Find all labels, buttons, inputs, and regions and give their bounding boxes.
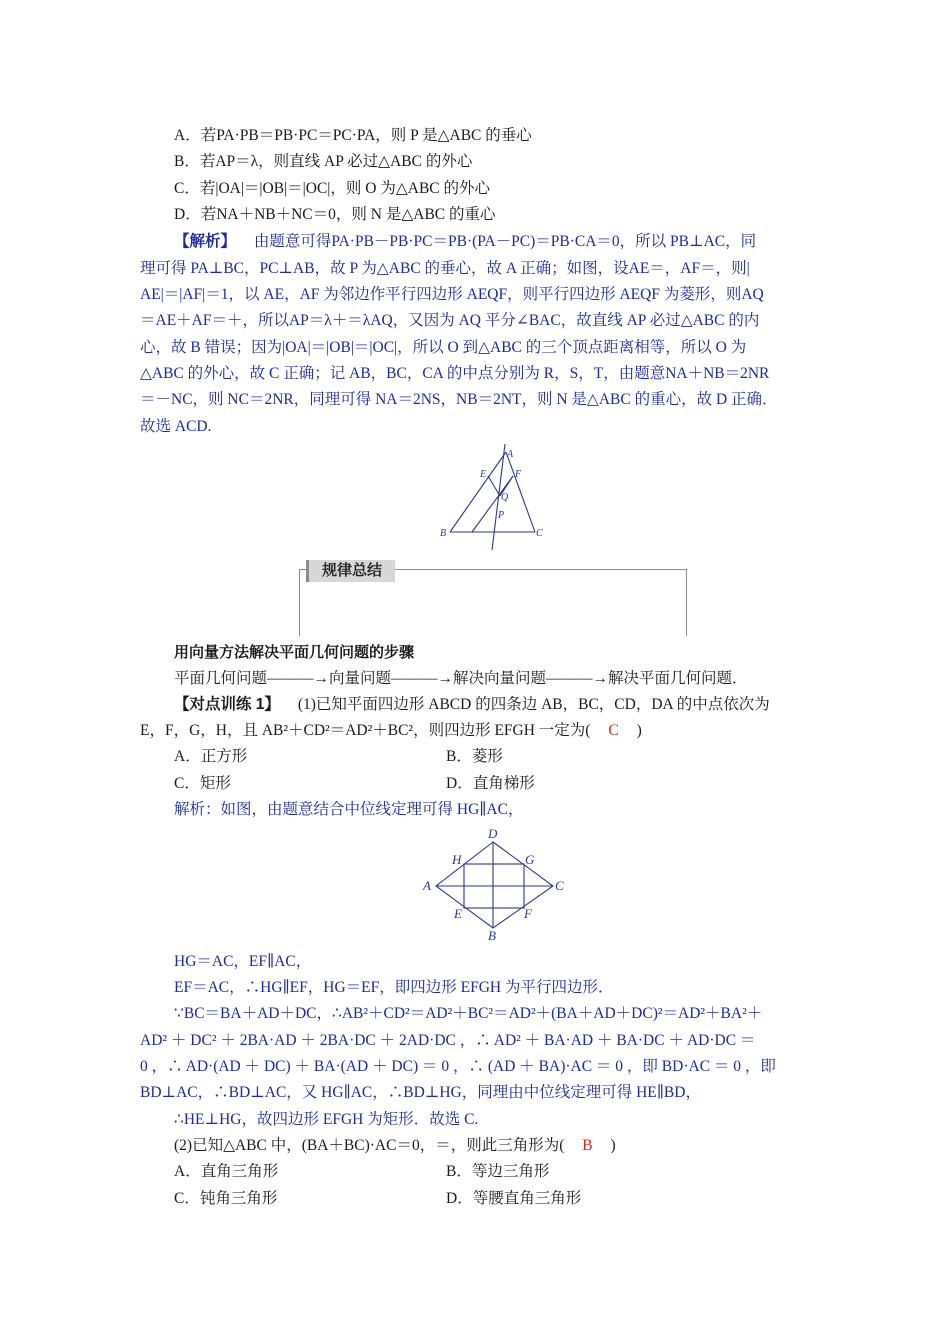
analysis-line-7: ＝－NC，则 NC＝2NR，同理可得 NA＝2NS，NB＝2NT，则 N 是△ABC 的重心，故 D 正确． xyxy=(140,391,778,408)
practice2-close: ) xyxy=(610,1137,616,1154)
label-a: A xyxy=(507,449,514,460)
label-e2: E xyxy=(454,906,462,921)
practice2-option-d: D．等腰直角三角形 xyxy=(446,1190,582,1207)
quadrilateral-figure xyxy=(418,826,578,944)
practice2-option-b: B．等边三角形 xyxy=(446,1163,550,1180)
analysis-line-6: △ABC 的外心，故 C 正确；记 AB，BC，CA 的中点分别为 R，S，T，由题意NA＋NB＝2NR xyxy=(140,365,770,382)
label-q: Q xyxy=(501,492,509,503)
label-d: D xyxy=(488,826,498,841)
option-b: B．若AP＝λ，则直线 AP 必过△ABC 的外心 xyxy=(174,153,473,170)
practice1-text: (1)已知平面四边形 ABCD 的四条边 AB，BC，CD，DA 的中点依次为 xyxy=(297,696,770,713)
practice2-question: (2)已知△ABC 中，(BA＋BC)·AC＝0，＝，则此三角形为( xyxy=(174,1137,565,1154)
label-g: G xyxy=(525,852,535,867)
analysis-line-2: 理可得 PA⊥BC，PC⊥AB，故 P 为△ABC 的垂心，故 A 正确；如图，设AE＝，AF＝，则| xyxy=(140,260,750,277)
solution1-line-6: BD⊥AC，∴BD⊥AC，又 HG∥AC，∴BD⊥HG，同理由中位线定理可得 HE∥BD， xyxy=(140,1084,701,1101)
solution1-line-7: ∴HE⊥HG，故四边形 EFGH 为矩形．故选 C. xyxy=(174,1111,479,1128)
summary-title: 用向量方法解决平面几何问题的步骤 xyxy=(174,644,415,661)
summary-steps: 平面几何问题———→向量问题———→解决向量问题———→解决平面几何问题． xyxy=(174,670,748,687)
practice1-tag: 【对点训练 1】 xyxy=(174,696,280,713)
label-p: P xyxy=(498,510,505,521)
label-c: C xyxy=(536,528,543,539)
analysis-line-4: ＝AE＋AF＝＋，所以AP＝λ＋＝λAQ，又因为 AQ 平分∠BAC，故直线 AP 必过△ABC 的内 xyxy=(140,312,760,329)
practice1-line-1 xyxy=(174,695,770,715)
practice1-option-b: B．菱形 xyxy=(446,748,503,765)
practice2-answer: B xyxy=(582,1137,593,1154)
practice1-option-d: D．直角梯形 xyxy=(446,775,535,792)
solution1-line-5: 0 ，∴ AD·(AD ＋ DC) ＋ BA·(AD ＋ DC) ＝ 0 ，∴ (AD ＋ BA)·AC ＝ 0 ，即 BD·AC ＝ 0 ，即 xyxy=(140,1058,776,1075)
label-b: B xyxy=(440,528,447,539)
solution1-line-3: ∵BC＝BA＋AD＋DC，∴AB²＋CD²＝AD²＋BC²＝AD²＋(BA＋AD＋DC)²＝AD²＋BA²＋ xyxy=(174,1005,763,1022)
triangle-figure xyxy=(430,440,560,555)
side-ac xyxy=(506,452,535,532)
analysis-line-3: AE|＝|AF|＝1，以 AE，AF 为邻边作平行四边形 AEQF，则平行四边形 AEQF 为菱形，则AQ xyxy=(140,286,764,303)
analysis-text: 由题意可得PA·PB－PB·PC＝PB·(PA－PC)＝PB·CA＝0，所以 PB⊥AC，同 xyxy=(253,233,757,250)
practice1-line-2 xyxy=(140,721,642,741)
summary-tag: 规律总结 xyxy=(306,560,395,582)
analysis-line-1 xyxy=(174,232,756,252)
label-f: F xyxy=(515,469,522,480)
practice1-option-a: A．正方形 xyxy=(174,748,248,765)
practice2-option-a: A．直角三角形 xyxy=(174,1163,279,1180)
option-c: C．若|OA|＝|OB|＝|OC|，则 O 为△ABC 的外心 xyxy=(174,180,491,197)
practice1-question: E，F，G，H，且 AB²＋CD²＝AD²＋BC²，则四边形 EFGH 一定为( xyxy=(140,722,591,739)
practice1-answer: C xyxy=(608,722,619,739)
label-b2: B xyxy=(488,928,496,943)
solution1-line-2: EF＝AC，∴HG∥EF，HG＝EF，即四边形 EFGH 为平行四边形． xyxy=(174,979,614,996)
practice2-option-c: C．钝角三角形 xyxy=(174,1190,278,1207)
option-a: A．若PA·PB＝PB·PC＝PC·PA，则 P 是△ABC 的垂心 xyxy=(174,127,532,144)
label-f2: F xyxy=(524,906,532,921)
option-d: D．若NA＋NB＋NC＝0，则 N 是△ABC 的重心 xyxy=(174,206,496,223)
solution1-line-4: AD² ＋ DC² ＋ 2BA·AD ＋ 2BA·DC ＋ 2AD·DC ，∴ AD² ＋ BA·AD ＋ BA·DC ＋ AD·DC ＝ xyxy=(140,1032,756,1049)
solution1-line-1: HG＝AC，EF∥AC， xyxy=(174,953,312,970)
label-c2: C xyxy=(555,878,564,893)
practice2-line-1 xyxy=(174,1136,616,1156)
practice1-option-c: C．矩形 xyxy=(174,775,231,792)
analysis-line-5: 心，故 B 错误；因为|OA|＝|OB|＝|OC|，所以 O 到△ABC 的三个顶点距离相等，所以 O 为 xyxy=(140,339,747,356)
analysis-line-8: 故选 ACD. xyxy=(140,418,212,435)
analysis-tag: 【解析】 xyxy=(174,233,237,250)
practice1-close: ) xyxy=(636,722,642,739)
label-h: H xyxy=(452,852,462,867)
label-e: E xyxy=(480,469,487,480)
label-a2: A xyxy=(423,878,431,893)
segment-eq xyxy=(488,476,500,496)
practice1-solution-intro: 解析：如图，由题意结合中位线定理可得 HG∥AC， xyxy=(174,801,524,818)
